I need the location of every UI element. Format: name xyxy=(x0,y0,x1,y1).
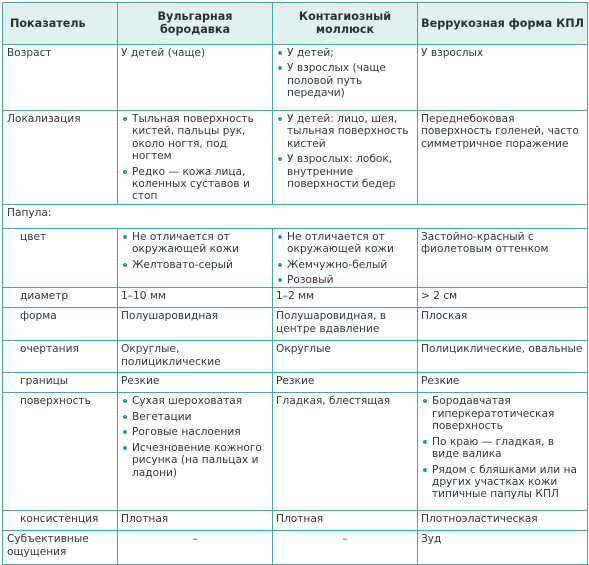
table-row-outline xyxy=(3,341,588,373)
cell-borders-col3: Резкие xyxy=(418,373,588,393)
list-surface-col1 xyxy=(121,395,269,478)
row-label-age: Возраст xyxy=(3,45,118,111)
list-item: Вегетации xyxy=(121,411,269,423)
table-row-borders xyxy=(3,373,588,393)
list-item: Исчезновение кожного рисунка (на пальцах и ладони) xyxy=(121,442,269,479)
row-label-surface: поверхность xyxy=(3,393,118,511)
row-label-shape: форма xyxy=(3,308,118,341)
cell-diameter-col1: 1–10 мм xyxy=(118,288,273,308)
table-row-subjective xyxy=(3,531,588,565)
row-label-color: цвет xyxy=(3,228,118,288)
list-item: По краю — гладкая, в виде валика xyxy=(421,436,584,461)
cell-surface-col3 xyxy=(418,393,588,511)
header-indicator: Показатель xyxy=(3,3,118,45)
cell-subjective-col1: – xyxy=(118,531,273,565)
list-item: У детей: лицо, шея, тыльная поверхность кистей xyxy=(276,113,414,150)
cell-consistency-col3: Плотноэластическая xyxy=(418,511,588,531)
cell-consistency-col2: Плотная xyxy=(273,511,418,531)
table-row-age xyxy=(3,45,588,111)
cell-outline-col3: Полициклические, овальные xyxy=(418,341,588,373)
cell-localization-col1 xyxy=(118,111,273,205)
table-row-papule xyxy=(3,204,588,228)
list-item: Сухая шероховатая xyxy=(121,395,269,407)
header-vulgar-wart: Вульгарная бородавка xyxy=(118,3,273,45)
list-item: Бородавчатая гиперкератотическая поверхность xyxy=(421,395,584,432)
cell-color-col3: Застойно-красный с фиолетовым оттенком xyxy=(418,228,588,288)
row-label-subjective: Субъективные ощущения xyxy=(3,531,118,565)
cell-surface-col2: Гладкая, блестящая xyxy=(273,393,418,511)
list-color-col1 xyxy=(121,231,269,271)
cell-surface-col1 xyxy=(118,393,273,511)
row-label-borders: границы xyxy=(3,373,118,393)
cell-color-col2 xyxy=(273,228,418,288)
table-row-localization xyxy=(3,111,588,205)
list-item: Желтовато-серый xyxy=(121,259,269,271)
cell-age-col3: У взрослых xyxy=(418,45,588,111)
table-row-surface xyxy=(3,393,588,511)
list-age-col2 xyxy=(276,47,414,100)
cell-shape-col3: Плоская xyxy=(418,308,588,341)
row-label-consistency: консистенция xyxy=(3,511,118,531)
list-color-col2 xyxy=(276,231,414,287)
cell-subjective-col2: – xyxy=(273,531,418,565)
cell-diameter-col3: > 2 см xyxy=(418,288,588,308)
row-label-diameter: диаметр xyxy=(3,288,118,308)
header-verrucous-lichen: Веррукозная форма КПЛ xyxy=(418,3,588,45)
cell-color-col1 xyxy=(118,228,273,288)
list-item: Не отличается от окружающей кожи xyxy=(121,231,269,256)
list-item: У детей; xyxy=(276,47,414,59)
list-item: У взрослых (чаще половой путь передачи) xyxy=(276,62,414,99)
header-molluscum: Контагиозный моллюск xyxy=(273,3,418,45)
list-item: Редко — кожа лица, коленных суставов и стоп xyxy=(121,166,269,203)
list-item: Не отличается от окружающей кожи xyxy=(276,231,414,256)
table-row-color xyxy=(3,228,588,288)
table-row-diameter xyxy=(3,288,588,308)
list-item: Тыльная поверхность кистей, пальцы рук, около ногтя, под ногтем xyxy=(121,113,269,163)
cell-consistency-col1: Плотная xyxy=(118,511,273,531)
cell-diameter-col2: 1–2 мм xyxy=(273,288,418,308)
list-item: Рядом с бляшками или на других участках кожи типичные папулы КПЛ xyxy=(421,464,584,501)
list-localization-col1 xyxy=(121,113,269,203)
cell-subjective-col3: Зуд xyxy=(418,531,588,565)
cell-age-col1: У детей (чаще) xyxy=(118,45,273,111)
list-localization-col2 xyxy=(276,113,414,190)
cell-borders-col2: Резкие xyxy=(273,373,418,393)
list-item: Роговые наслоения xyxy=(121,426,269,438)
cell-shape-col1: Полушаровидная xyxy=(118,308,273,341)
table-header-row xyxy=(3,3,588,45)
list-item: У взрослых: лобок, внутренние поверхности бедер xyxy=(276,153,414,190)
comparison-table xyxy=(2,2,588,565)
cell-shape-col2: Полушаровидная, в центре вдавление xyxy=(273,308,418,341)
list-item: Жемчужно-белый xyxy=(276,259,414,271)
cell-age-col2 xyxy=(273,45,418,111)
cell-localization-col3: Переднебоковая поверхность голеней, часто симметричное поражение xyxy=(418,111,588,205)
cell-borders-col1: Резкие xyxy=(118,373,273,393)
row-label-localization: Локализация xyxy=(3,111,118,205)
cell-localization-col2 xyxy=(273,111,418,205)
cell-outline-col1: Округлые, полициклические xyxy=(118,341,273,373)
list-item: Розовый xyxy=(276,274,414,286)
list-surface-col3 xyxy=(421,395,584,500)
table-row-shape xyxy=(3,308,588,341)
row-label-outline: очертания xyxy=(3,341,118,373)
table-row-consistency xyxy=(3,511,588,531)
row-label-papule: Папула: xyxy=(3,204,588,228)
cell-outline-col2: Округлые xyxy=(273,341,418,373)
